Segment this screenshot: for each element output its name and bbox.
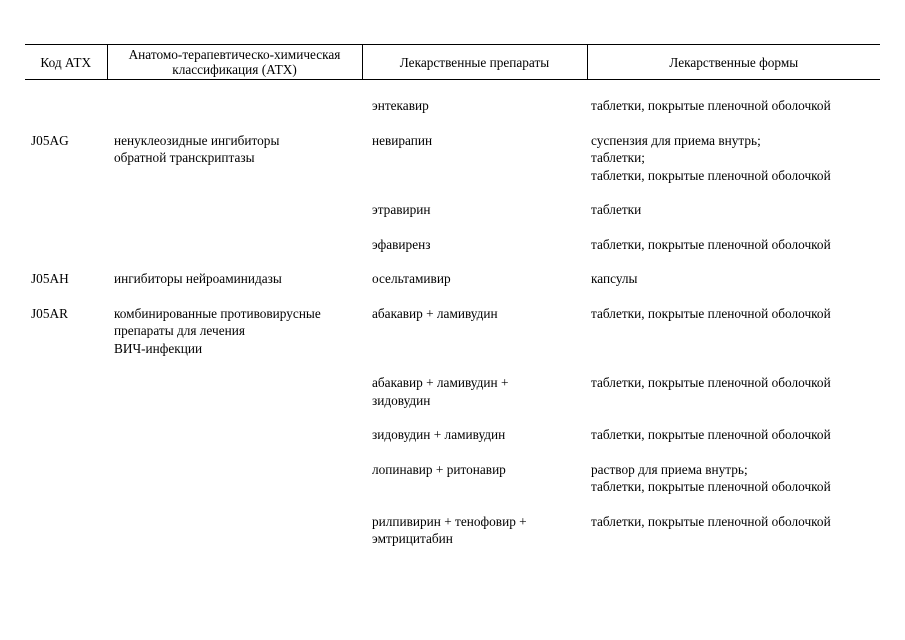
- table-row: [25, 496, 880, 548]
- drug-cell-line: зидовудин + ламивудин: [372, 427, 506, 442]
- header-classification-line-2: классификация (АТХ): [172, 62, 297, 77]
- table-row: [25, 288, 880, 358]
- atx-code-cell: [25, 184, 107, 219]
- atx-code-cell: J05AR: [31, 305, 68, 321]
- classification-cell-line: препараты для лечения: [114, 323, 245, 338]
- atx-code-cell: J05AH: [31, 271, 69, 286]
- dosage-form-cell: [587, 80, 880, 115]
- drug-cell-line: энтекавир: [372, 98, 429, 113]
- atx-code-cell: [25, 80, 107, 115]
- dosage-form-cell-line: таблетки, покрытые пленочной оболочкой: [591, 167, 831, 183]
- drug-cell-line: осельтамивир: [372, 271, 451, 286]
- atx-code-cell: [25, 409, 107, 444]
- drug-cell: [362, 253, 587, 288]
- dosage-form-cell-line: капсулы: [591, 271, 638, 286]
- drug-cell: [362, 288, 587, 358]
- drug-cell-line: зидовудин: [372, 392, 431, 408]
- header-row: [25, 45, 880, 80]
- classification-cell-line: ингибиторы нейроаминидазы: [114, 271, 282, 286]
- table-body: [25, 80, 880, 548]
- dosage-form-cell: [587, 115, 880, 185]
- dosage-form-cell: [587, 184, 880, 219]
- classification-cell-line: обратной транскриптазы: [114, 150, 255, 165]
- classification-cell: [107, 496, 362, 548]
- classification-cell: [107, 184, 362, 219]
- table-row: [25, 357, 880, 409]
- dosage-form-cell: [587, 219, 880, 254]
- classification-cell: [107, 80, 362, 115]
- classification-cell: [107, 444, 362, 496]
- drug-cell: [362, 496, 587, 548]
- dosage-form-cell-line: таблетки, покрытые пленочной оболочкой: [591, 375, 831, 390]
- atx-code-cell: [25, 444, 107, 496]
- drug-cell-line: абакавир + ламивудин +: [372, 375, 509, 390]
- table-row: [25, 253, 880, 288]
- table-row: [25, 219, 880, 254]
- drug-cell-line: эмтрицитабин: [372, 531, 453, 546]
- drug-cell-line: невирапин: [372, 132, 433, 148]
- drug-cell-line: абакавир + ламивудин: [372, 305, 498, 321]
- table-row: [25, 409, 880, 444]
- header-atx-classification: [107, 45, 362, 80]
- dosage-form-cell: [587, 288, 880, 358]
- drug-cell: [362, 444, 587, 496]
- drug-cell: [362, 80, 587, 115]
- dosage-form-cell-line: таблетки: [591, 202, 642, 217]
- header-drugs: Лекарственные препараты: [362, 45, 587, 80]
- table-header: [25, 45, 880, 80]
- dosage-form-cell-line: раствор для приема внутрь;: [591, 461, 748, 477]
- drug-cell-line: этравирин: [372, 202, 431, 217]
- header-atx-code: Код АТХ: [25, 45, 107, 80]
- classification-cell: [107, 357, 362, 409]
- atx-code-cell: [25, 219, 107, 254]
- atx-drug-table: [25, 44, 880, 548]
- dosage-form-cell-line: таблетки, покрытые пленочной оболочкой: [591, 305, 831, 321]
- table-row: [25, 444, 880, 496]
- dosage-form-cell-line: таблетки, покрытые пленочной оболочкой: [591, 98, 831, 113]
- dosage-form-cell-line: таблетки, покрытые пленочной оболочкой: [591, 479, 831, 494]
- dosage-form-cell-line: таблетки, покрытые пленочной оболочкой: [591, 427, 831, 442]
- header-dosage-forms: Лекарственные формы: [587, 45, 880, 80]
- drug-cell: [362, 409, 587, 444]
- classification-cell-line: ненуклеозидные ингибиторы: [114, 132, 280, 148]
- dosage-form-cell-line: таблетки, покрытые пленочной оболочкой: [591, 236, 831, 252]
- drug-cell-line: лопинавир + ритонавир: [372, 461, 506, 477]
- table-row: [25, 184, 880, 219]
- classification-cell: [107, 219, 362, 254]
- dosage-form-cell-line: суспензия для приема внутрь;: [591, 132, 761, 148]
- classification-cell: [107, 409, 362, 444]
- dosage-form-cell-line: таблетки;: [591, 150, 645, 165]
- classification-cell: [107, 288, 362, 358]
- atx-code-cell: [25, 496, 107, 548]
- header-classification-line-1: Анатомо-терапевтическо-химическая: [128, 47, 341, 62]
- drug-cell: [362, 357, 587, 409]
- classification-cell: [107, 115, 362, 185]
- drug-cell: [362, 115, 587, 185]
- drug-cell: [362, 219, 587, 254]
- dosage-form-cell-line: таблетки, покрытые пленочной оболочкой: [591, 513, 831, 529]
- dosage-form-cell: [587, 496, 880, 548]
- dosage-form-cell: [587, 409, 880, 444]
- drug-cell-line: рилпивирин + тенофовир +: [372, 513, 527, 529]
- drug-cell-line: эфавиренз: [372, 236, 431, 252]
- document-page: [25, 44, 880, 548]
- drug-cell: [362, 184, 587, 219]
- dosage-form-cell: [587, 357, 880, 409]
- atx-code-cell: J05AG: [31, 132, 69, 148]
- table-row: [25, 80, 880, 115]
- table-row: [25, 115, 880, 185]
- atx-code-cell: [25, 357, 107, 409]
- classification-cell-line: ВИЧ-инфекции: [114, 340, 203, 356]
- dosage-form-cell: [587, 253, 880, 288]
- classification-cell-line: комбинированные противовирусные: [114, 305, 321, 321]
- classification-cell: [107, 253, 362, 288]
- dosage-form-cell: [587, 444, 880, 496]
